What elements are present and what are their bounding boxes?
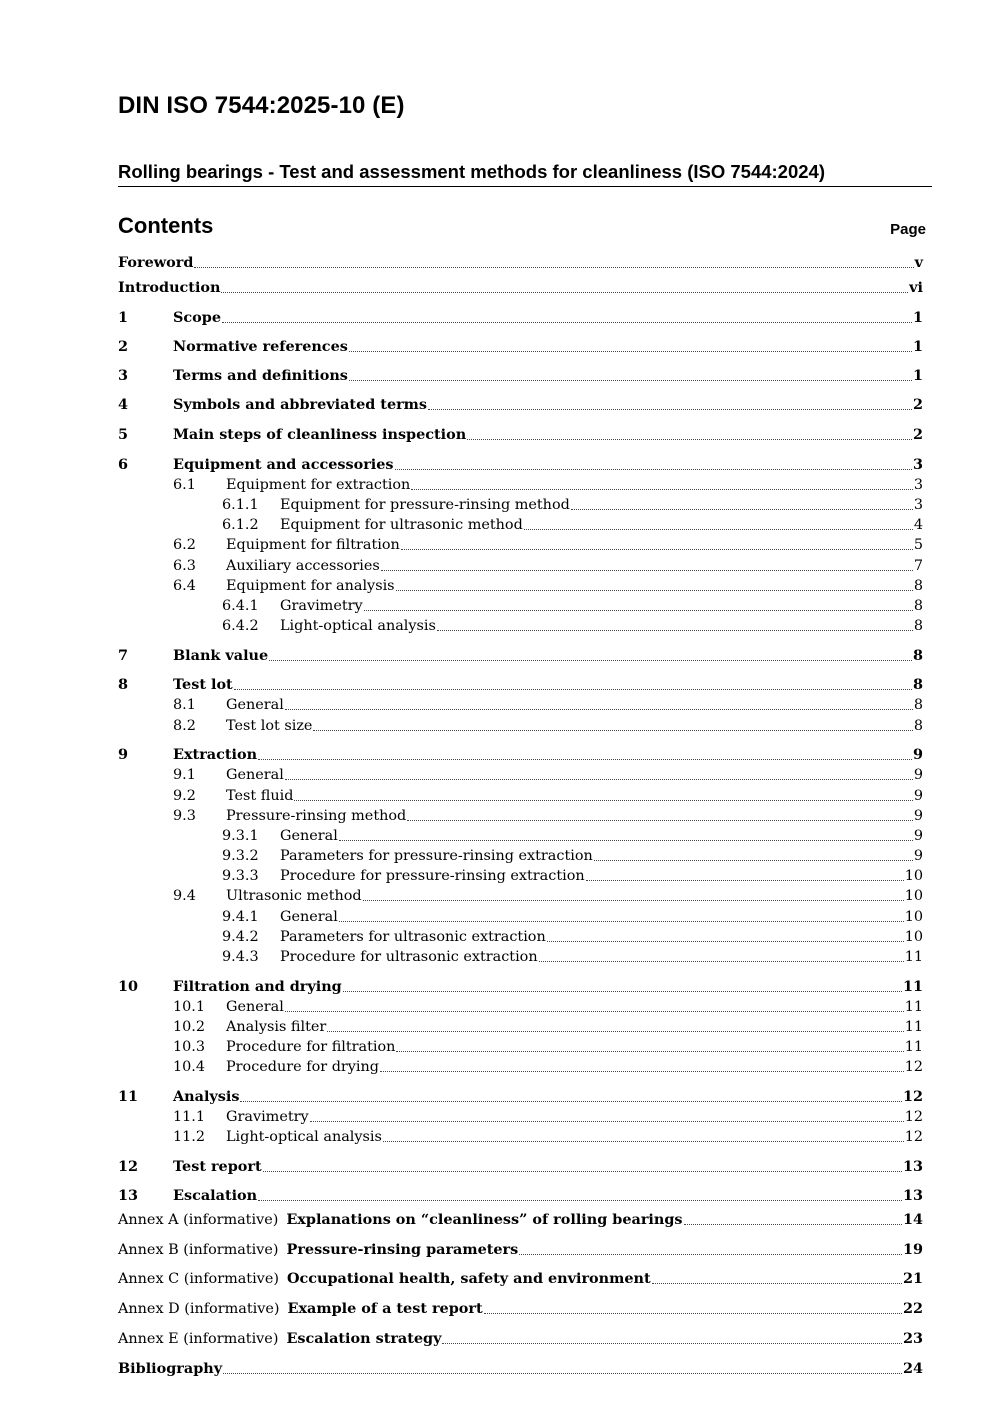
toc-number: 9.3.1: [222, 828, 259, 844]
toc-entry[interactable]: [173, 1057, 923, 1077]
toc-page: 13: [902, 1158, 923, 1175]
toc-number: 10.1: [173, 999, 206, 1015]
toc-page: 22: [902, 1300, 923, 1317]
toc-entry-annex[interactable]: [118, 1329, 923, 1349]
toc-entry[interactable]: [173, 716, 923, 736]
toc-number: 8: [118, 676, 129, 693]
toc-entry[interactable]: [118, 425, 923, 445]
toc-number: Annex B (informative): [118, 1242, 279, 1258]
toc-page: 4: [913, 517, 923, 533]
toc-page: 7: [913, 558, 923, 574]
toc-number: 6.4.2: [222, 618, 259, 634]
toc-title: Procedure for pressure-rinsing extraction: [280, 868, 585, 884]
toc-page: 11: [904, 1039, 923, 1055]
toc-title: Extraction: [173, 746, 258, 763]
toc-page: 12: [902, 1088, 923, 1105]
toc-number: 9.4.2: [222, 929, 259, 945]
toc-page: 8: [912, 647, 923, 664]
toc-page: 10: [904, 868, 923, 884]
toc-number: 9.3.3: [222, 868, 259, 884]
toc-number: 6.1.1: [222, 497, 259, 513]
toc-page: 9: [913, 788, 923, 804]
toc-title: General: [226, 767, 284, 783]
toc-title: General: [280, 828, 338, 844]
toc-title: Pressure-rinsing parameters: [286, 1241, 519, 1258]
toc-page: 9: [913, 848, 923, 864]
toc-page: 8: [913, 598, 923, 614]
toc-page: 11: [904, 999, 923, 1015]
toc-number: 6.1: [173, 477, 196, 493]
toc-entry[interactable]: [173, 695, 923, 715]
toc-number: 6.1.2: [222, 517, 259, 533]
toc-entry[interactable]: [118, 308, 923, 328]
toc-title: Procedure for drying: [226, 1059, 379, 1075]
toc-entry[interactable]: [173, 576, 923, 596]
toc-title: Escalation: [173, 1187, 258, 1204]
toc-page: 9: [912, 746, 923, 763]
toc-entry[interactable]: [118, 646, 923, 666]
toc-title: Gravimetry: [226, 1109, 309, 1125]
toc-number: 9.4: [173, 888, 196, 904]
toc-page: 24: [902, 1360, 923, 1377]
toc-title: Blank value: [173, 647, 269, 664]
toc-number: 6.2: [173, 537, 196, 553]
toc-title: Equipment for extraction: [226, 477, 411, 493]
toc-number: Annex C (informative): [118, 1271, 279, 1287]
toc-entry[interactable]: [118, 278, 923, 298]
toc-page: vi: [909, 279, 923, 296]
toc-entry[interactable]: [118, 395, 923, 415]
toc-entry[interactable]: [173, 786, 923, 806]
toc-entry-annex[interactable]: [118, 1210, 923, 1230]
toc-page: 11: [904, 1019, 923, 1035]
toc-entry[interactable]: [173, 1037, 923, 1057]
toc-entry[interactable]: [118, 253, 923, 273]
toc-number: 5: [118, 426, 129, 443]
toc-number: 9.4.1: [222, 909, 259, 925]
toc-page: 10: [904, 909, 923, 925]
toc-title: Equipment for analysis: [226, 578, 395, 594]
document-id: DIN ISO 7544:2025-10 (E): [118, 92, 405, 119]
toc-entry[interactable]: [118, 1087, 923, 1107]
toc-title: Filtration and drying: [173, 978, 342, 995]
toc-title: Scope: [173, 309, 221, 326]
toc-title: Normative references: [173, 338, 348, 355]
toc-page: 8: [913, 578, 923, 594]
toc-title: Procedure for ultrasonic extraction: [280, 949, 538, 965]
toc-page: 23: [902, 1330, 923, 1347]
toc-entry[interactable]: [173, 806, 923, 826]
toc-page: 12: [904, 1059, 923, 1075]
toc-entry[interactable]: [173, 535, 923, 555]
contents-heading: Contents: [118, 213, 214, 238]
toc-title: General: [280, 909, 338, 925]
toc-number: 8.1: [173, 697, 196, 713]
toc-entry[interactable]: [173, 1017, 923, 1037]
toc-title: Explanations on “cleanliness” of rolling bearings: [286, 1211, 683, 1228]
toc-number: 12: [118, 1158, 139, 1175]
toc-entry[interactable]: [173, 1107, 923, 1127]
toc-number: 7: [118, 647, 129, 664]
toc-title: Parameters for pressure-rinsing extraction: [280, 848, 593, 864]
toc-entry-annex[interactable]: [118, 1269, 923, 1289]
toc-page: 3: [913, 497, 923, 513]
toc-entry[interactable]: [222, 907, 923, 927]
toc-number: 10: [118, 978, 139, 995]
toc-entry[interactable]: [222, 515, 923, 535]
toc-title: Foreword: [118, 254, 194, 271]
toc-title: Occupational health, safety and environment: [286, 1270, 651, 1287]
toc-title: Introduction: [118, 279, 221, 296]
toc-page: 13: [902, 1187, 923, 1204]
toc-entry[interactable]: [118, 745, 923, 765]
toc-page: 1: [912, 309, 923, 326]
page-column-heading: Page: [890, 221, 926, 238]
toc-page: 8: [912, 676, 923, 693]
toc-title: Equipment for filtration: [226, 537, 400, 553]
toc-title: General: [226, 999, 284, 1015]
toc-number: 6.4: [173, 578, 196, 594]
toc-number: 10.3: [173, 1039, 206, 1055]
toc-entry[interactable]: [118, 455, 923, 475]
toc-title: Ultrasonic method: [226, 888, 362, 904]
toc-title: Bibliography: [118, 1360, 223, 1377]
toc-title: Equipment for ultrasonic method: [280, 517, 523, 533]
toc-title: Symbols and abbreviated terms: [173, 396, 428, 413]
toc-page: 10: [904, 929, 923, 945]
toc-number: Annex A (informative): [118, 1212, 279, 1228]
toc-page: 1: [912, 338, 923, 355]
toc-page: 8: [913, 718, 923, 734]
toc-entry[interactable]: [222, 846, 923, 866]
toc-entry[interactable]: [173, 997, 923, 1017]
document-subtitle: Rolling bearings - Test and assessment methods for cleanliness (ISO 7544:2024): [118, 161, 932, 187]
toc-page: 3: [913, 477, 923, 493]
toc-title: Main steps of cleanliness inspection: [173, 426, 467, 443]
toc-number: 9.4.3: [222, 949, 259, 965]
toc-number: 11: [118, 1088, 139, 1105]
toc-title: Equipment for pressure-rinsing method: [280, 497, 570, 513]
toc-number: 11.2: [173, 1129, 206, 1145]
toc-title: Equipment and accessories: [173, 456, 394, 473]
toc-number: 9.3.2: [222, 848, 259, 864]
toc-entry[interactable]: [173, 765, 923, 785]
toc-entry[interactable]: [173, 556, 923, 576]
toc-number: Annex E (informative): [118, 1331, 279, 1347]
toc-entry[interactable]: [222, 495, 923, 515]
toc-entry[interactable]: [222, 826, 923, 846]
toc-number: 6.3: [173, 558, 196, 574]
toc-title: Pressure-rinsing method: [226, 808, 407, 824]
toc-page: 8: [913, 697, 923, 713]
toc-page: 1: [912, 367, 923, 384]
toc-page: 19: [902, 1241, 923, 1258]
toc-title: Test fluid: [226, 788, 294, 804]
toc-title: Light-optical analysis: [226, 1129, 382, 1145]
toc-page: 10: [904, 888, 923, 904]
toc-page: 9: [913, 808, 923, 824]
toc-entry[interactable]: [118, 337, 923, 357]
toc-number: 13: [118, 1187, 139, 1204]
toc-number: 10.2: [173, 1019, 206, 1035]
toc-entry[interactable]: [222, 616, 923, 636]
toc-page: 9: [913, 767, 923, 783]
toc-title: Gravimetry: [280, 598, 363, 614]
toc-title: Terms and definitions: [173, 367, 348, 384]
toc-entry[interactable]: [222, 866, 923, 886]
toc-number: 6.4.1: [222, 598, 259, 614]
toc-page: 2: [912, 426, 923, 443]
toc-title: Analysis: [173, 1088, 240, 1105]
toc-title: Parameters for ultrasonic extraction: [280, 929, 546, 945]
toc-entry[interactable]: [222, 596, 923, 616]
toc-entry[interactable]: [173, 1127, 923, 1147]
toc-entry[interactable]: [118, 1359, 923, 1379]
toc-title: Light-optical analysis: [280, 618, 436, 634]
toc-title: Test lot size: [226, 718, 313, 734]
toc-entry[interactable]: [222, 927, 923, 947]
toc-number: 9.3: [173, 808, 196, 824]
toc-number: 1: [118, 309, 129, 326]
toc-number: 11.1: [173, 1109, 206, 1125]
toc-entry[interactable]: [118, 977, 923, 997]
toc-title: Procedure for filtration: [226, 1039, 396, 1055]
toc-page: 2: [912, 396, 923, 413]
toc-page: 11: [902, 978, 923, 995]
toc-page: 8: [913, 618, 923, 634]
toc-entry[interactable]: [118, 675, 923, 695]
toc-number: 9.1: [173, 767, 196, 783]
toc-number: 9.2: [173, 788, 196, 804]
toc-page: 3: [912, 456, 923, 473]
toc-title: Analysis filter: [226, 1019, 327, 1035]
toc-number: 3: [118, 367, 129, 384]
toc-title: General: [226, 697, 284, 713]
toc-entry[interactable]: [118, 1157, 923, 1177]
toc-page: 14: [902, 1211, 923, 1228]
toc-title: Test lot: [173, 676, 233, 693]
toc-title: Escalation strategy: [286, 1330, 442, 1347]
toc-page: 11: [904, 949, 923, 965]
toc-page: 9: [913, 828, 923, 844]
toc-page: v: [914, 254, 923, 271]
toc-page: 5: [913, 537, 923, 553]
toc-number: 10.4: [173, 1059, 206, 1075]
toc-entry-annex[interactable]: [118, 1299, 923, 1319]
toc-page: 12: [904, 1129, 923, 1145]
toc-page: 12: [904, 1109, 923, 1125]
toc-entry[interactable]: [118, 1186, 923, 1206]
toc-entry[interactable]: [222, 947, 923, 967]
toc-number: 4: [118, 396, 129, 413]
toc-entry[interactable]: [173, 475, 923, 495]
toc-number: 2: [118, 338, 129, 355]
toc-entry[interactable]: [173, 886, 923, 906]
toc-title: Auxiliary accessories: [226, 558, 380, 574]
toc-title: Example of a test report: [287, 1300, 483, 1317]
toc-number: 8.2: [173, 718, 196, 734]
toc-number: 6: [118, 456, 129, 473]
toc-title: Test report: [173, 1158, 262, 1175]
toc-entry[interactable]: [118, 366, 923, 386]
toc-entry-annex[interactable]: [118, 1240, 923, 1260]
toc-number: 9: [118, 746, 129, 763]
toc-page: 21: [902, 1270, 923, 1287]
toc-number: Annex D (informative): [118, 1301, 280, 1317]
